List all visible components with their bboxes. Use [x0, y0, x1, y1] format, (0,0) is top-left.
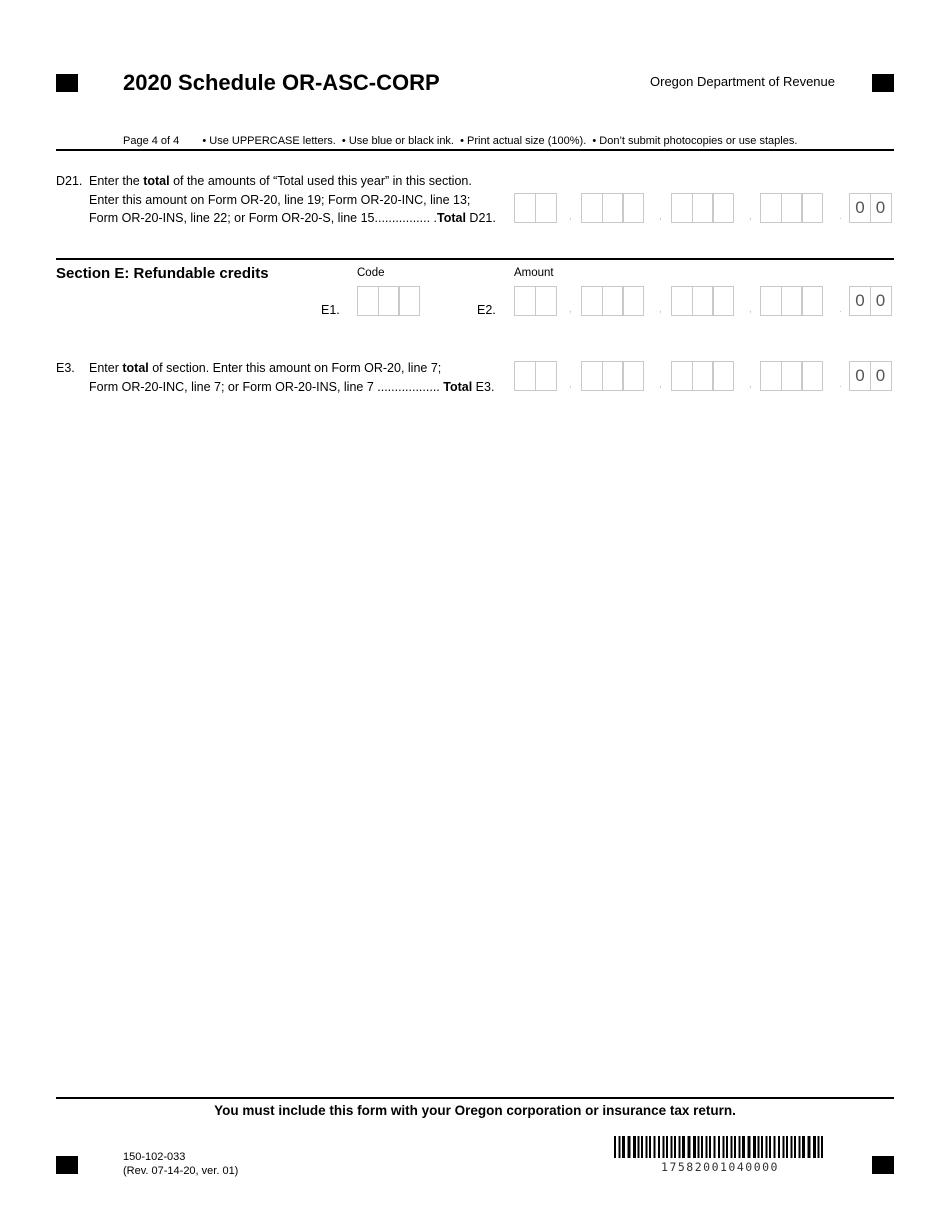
section-e-divider: [56, 258, 894, 260]
agency-name: Oregon Department of Revenue: [650, 74, 835, 89]
barcode-bar: [731, 1136, 733, 1158]
barcode-bar: [649, 1136, 651, 1158]
e1-label: E1.: [321, 303, 340, 317]
d21-amount-field[interactable]: , , , . 0 0: [514, 193, 896, 223]
amount-column-header: Amount: [514, 267, 554, 279]
barcode-bar: [646, 1136, 648, 1158]
e2-amount-field[interactable]: , , , . 0 0: [514, 286, 896, 316]
barcode-bar: [671, 1136, 673, 1158]
registration-mark-top-left: [56, 74, 78, 92]
barcode-bar: [808, 1136, 811, 1158]
instruction-ink: • Use blue or black ink.: [341, 135, 454, 147]
registration-mark-top-right: [872, 74, 894, 92]
e3-description: Enter total of section. Enter this amount on Form OR-20, line 7; Form OR-20-INC, line 7; or Form OR-20-INS, line 7 .................. Total E3.: [89, 361, 495, 394]
barcode-bar: [766, 1136, 768, 1158]
registration-mark-bottom-left: [56, 1156, 78, 1174]
registration-mark-bottom-right: [872, 1156, 894, 1174]
barcode-bar: [701, 1136, 703, 1158]
e2-label: E2.: [477, 303, 496, 317]
barcode-bar: [718, 1136, 720, 1158]
barcode-bar: [739, 1136, 741, 1158]
d21-line-number: D21.: [56, 174, 83, 188]
barcode-bar: [802, 1136, 805, 1158]
section-e-title: Section E: Refundable credits: [56, 265, 269, 282]
code-column-header: Code: [357, 267, 385, 279]
barcode-bar: [769, 1136, 771, 1158]
barcode-bar: [688, 1136, 691, 1158]
page-info: Page 4 of 4: [123, 135, 180, 147]
barcode-bar: [714, 1136, 716, 1158]
barcode-bar: [821, 1136, 823, 1158]
barcode-bar: [666, 1136, 668, 1158]
barcode-bar: [682, 1136, 685, 1158]
barcode-bar: [794, 1136, 796, 1158]
form-revision: (Rev. 07-14-20, ver. 01): [123, 1165, 239, 1177]
barcode-bar: [633, 1136, 636, 1158]
barcode-bar: [638, 1136, 640, 1158]
form-title: 2020 Schedule OR-ASC-CORP: [123, 70, 440, 95]
d21-description: Enter the total of the amounts of “Total used this year” in this section. Enter this amount on Form OR-20, line 19; Form OR-20-INC, line 13; Form OR-20-INS, line 22; or Form OR-20-S, line 15................ .Total D21.: [89, 174, 496, 225]
barcode-bar: [679, 1136, 681, 1158]
barcode-bar: [706, 1136, 708, 1158]
barcode-bar: [799, 1136, 801, 1158]
barcode-bar: [818, 1136, 820, 1158]
e3-amount-field[interactable]: , , , . 0 0: [514, 361, 896, 391]
barcode-number: 17582001040000: [661, 1160, 779, 1174]
barcode-bar: [663, 1136, 665, 1158]
barcode-bar: [791, 1136, 793, 1158]
instruction-print-size: • Print actual size (100%).: [460, 135, 587, 147]
barcode-bar: [758, 1136, 760, 1158]
barcode-bar: [619, 1136, 621, 1158]
barcode-bar: [726, 1136, 728, 1158]
header-divider: [56, 149, 894, 151]
e1-code-field[interactable]: [357, 286, 419, 316]
instructions-bar: [123, 135, 797, 147]
barcode-bar: [658, 1136, 660, 1158]
instruction-uppercase: • Use UPPERCASE letters.: [202, 135, 336, 147]
barcode-bar: [698, 1136, 700, 1158]
barcode-bar: [614, 1136, 616, 1158]
barcode-bar: [786, 1136, 788, 1158]
barcode-bar: [723, 1136, 725, 1158]
barcode-bar: [778, 1136, 780, 1158]
barcode-bar: [693, 1136, 696, 1158]
barcode: [614, 1136, 826, 1158]
barcode-bar: [783, 1136, 785, 1158]
barcode-bar: [674, 1136, 676, 1158]
barcode-bar: [628, 1136, 631, 1158]
barcode-bar: [734, 1136, 736, 1158]
barcode-bar: [742, 1136, 745, 1158]
barcode-bar: [622, 1136, 625, 1158]
barcode-bar: [774, 1136, 776, 1158]
barcode-bar: [813, 1136, 816, 1158]
barcode-bar: [641, 1136, 643, 1158]
barcode-bar: [709, 1136, 711, 1158]
footer-divider: [56, 1097, 894, 1099]
barcode-bar: [748, 1136, 751, 1158]
e3-line-number: E3.: [56, 361, 75, 375]
instruction-no-photocopies: • Don’t submit photocopies or use staples.: [592, 135, 798, 147]
barcode-bar: [654, 1136, 656, 1158]
form-number: 150-102-033: [123, 1151, 186, 1163]
form-number-block: [123, 1150, 238, 1178]
barcode-bar: [753, 1136, 756, 1158]
barcode-bar: [761, 1136, 763, 1158]
footer-note: You must include this form with your Oregon corporation or insurance tax return.: [214, 1103, 736, 1118]
